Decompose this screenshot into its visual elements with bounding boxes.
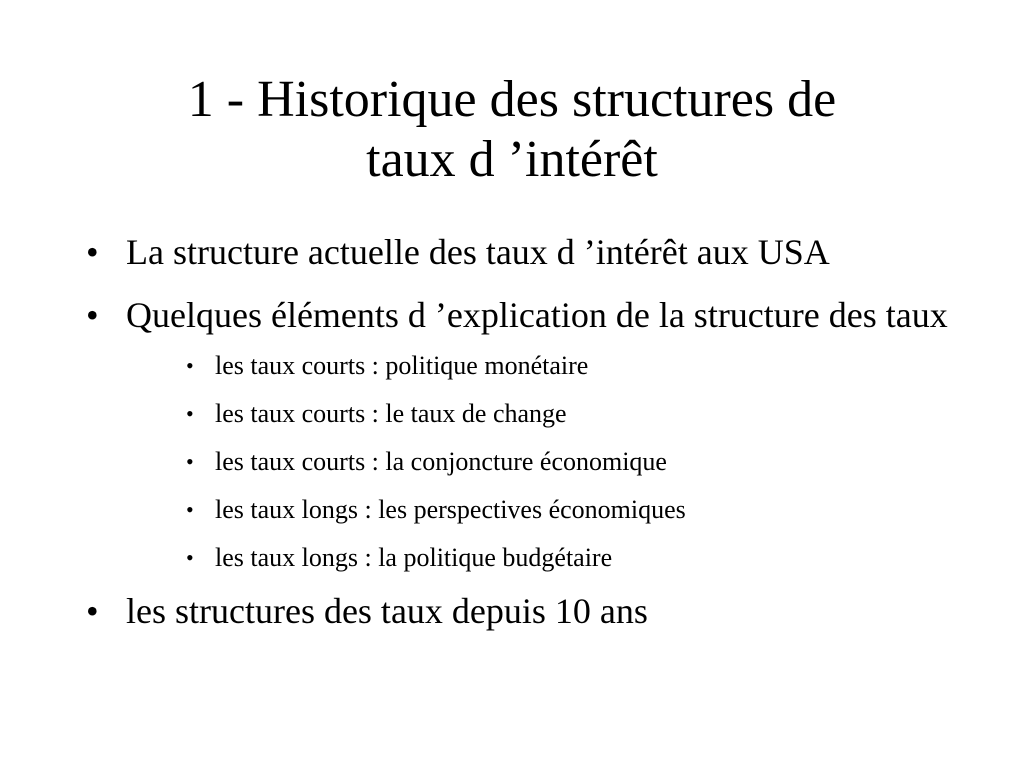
bullet-icon: • xyxy=(86,294,99,335)
sub-bullet-list xyxy=(126,351,980,573)
sub-bullet-text: les taux longs : la politique budgétaire xyxy=(215,543,613,573)
bullet-item-ten-years xyxy=(80,591,980,632)
slide-title-line-1: 1 - Historique des structures de xyxy=(187,71,837,128)
sub-bullet-item xyxy=(126,543,980,573)
sub-bullet-icon: • xyxy=(186,545,194,571)
sub-bullet-text: les taux courts : politique monétaire xyxy=(215,351,589,381)
sub-bullet-item xyxy=(126,351,980,381)
sub-bullet-text: les taux courts : le taux de change xyxy=(215,399,567,429)
slide-title xyxy=(0,70,1024,190)
sub-bullet-icon: • xyxy=(186,497,194,523)
bullet-list xyxy=(80,232,980,654)
sub-bullet-item xyxy=(126,399,980,429)
bullet-text: Quelques éléments d ’explication de la structure des taux xyxy=(126,294,948,335)
sub-bullet-item xyxy=(126,447,980,477)
bullet-item-current-structure xyxy=(80,232,980,273)
slide-title-line-2: taux d ’intérêt xyxy=(366,130,658,188)
bullet-item-explanation xyxy=(80,295,980,574)
sub-bullet-item xyxy=(126,495,980,525)
sub-bullet-icon: • xyxy=(186,449,194,475)
bullet-icon: • xyxy=(86,591,99,632)
sub-bullet-text: les taux courts : la conjoncture économique xyxy=(215,447,667,477)
bullet-text: La structure actuelle des taux d ’intérêt aux USA xyxy=(126,232,830,272)
sub-bullet-icon: • xyxy=(186,353,194,379)
sub-bullet-icon: • xyxy=(186,401,194,427)
bullet-icon: • xyxy=(86,232,99,272)
sub-bullet-text: les taux longs : les perspectives économiques xyxy=(215,495,686,525)
bullet-text: les structures des taux depuis 10 ans xyxy=(126,591,648,632)
